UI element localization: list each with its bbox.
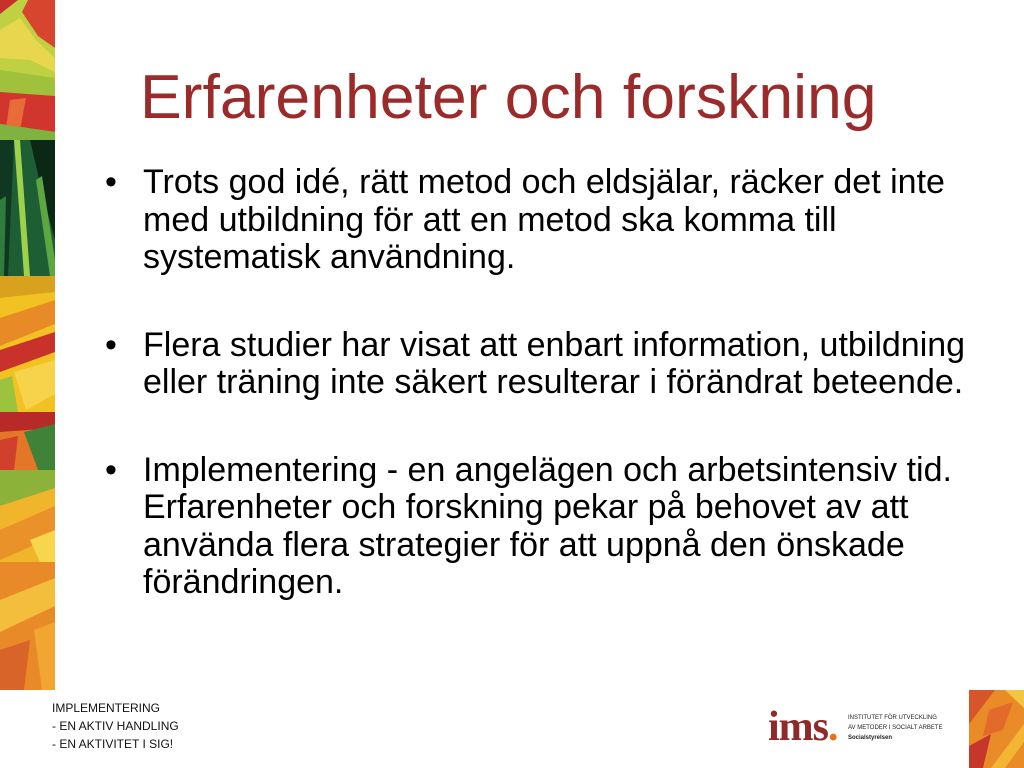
bullet-text: Implementering - en angelägen och arbetsintensiv tid. Erfarenheter och forskning pekar på behovet av att använda flera strategier för att uppnå den önskade förändringen. xyxy=(143,450,952,601)
bullet-list xyxy=(105,163,993,602)
bullet-marker: • xyxy=(105,450,117,489)
logo-tagline xyxy=(848,713,943,743)
footer-caption xyxy=(52,699,179,753)
logo-organization: Socialstyrelsen xyxy=(848,735,893,741)
logo-tagline-line: AV METODER I SOCIALT ARBETE xyxy=(848,725,943,731)
logo-mark xyxy=(768,706,838,748)
logo-tagline-line: INSTITUTET FÖR UTVECKLING xyxy=(848,715,937,721)
bullet-text: Trots god idé, rätt metod och eldsjälar, räcker det inte med utbildning för att en metod ska komma till systematisk användning. xyxy=(143,163,945,276)
logo-mark-text: ims xyxy=(768,704,828,750)
bullet-marker: • xyxy=(105,325,117,364)
footer-line: IMPLEMENTERING xyxy=(52,701,161,715)
bullet-item xyxy=(105,163,993,277)
decorative-artwork-corner xyxy=(969,690,1024,768)
bullet-marker: • xyxy=(105,163,117,201)
footer-line: - EN AKTIVITET I SIG! xyxy=(52,737,174,751)
slide-title: Erfarenheter och forskning xyxy=(140,62,877,132)
footer-line: - EN AKTIV HANDLING xyxy=(52,719,179,733)
bullet-item xyxy=(105,325,993,402)
bullet-text: Flera studier har visat att enbart information, utbildning eller träning inte säkert resulterar i förändrat beteende. xyxy=(143,325,966,401)
logo-dot: . xyxy=(828,704,838,750)
ims-logo xyxy=(768,700,958,750)
bullet-item xyxy=(105,450,993,602)
decorative-artwork-left xyxy=(0,0,55,690)
